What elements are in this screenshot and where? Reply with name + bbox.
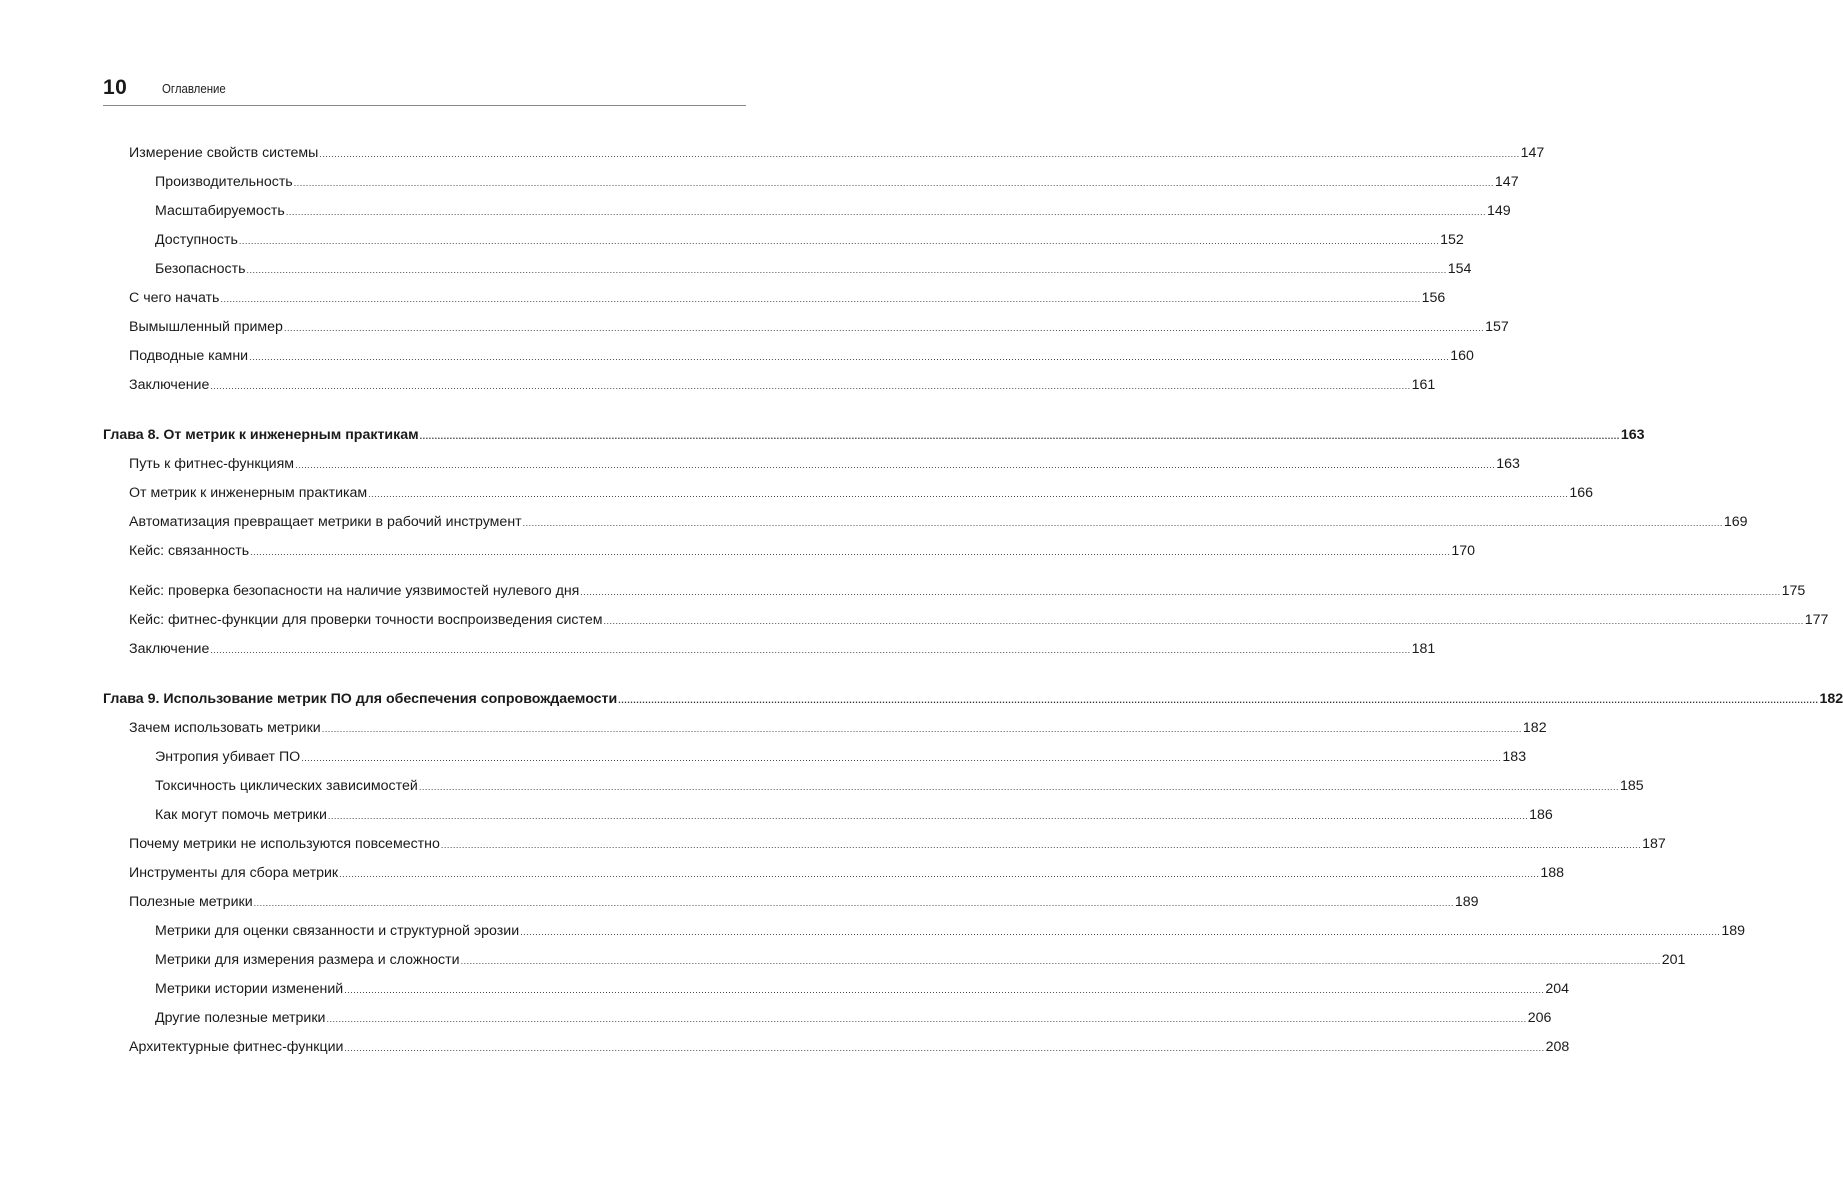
toc-entry[interactable]: [103, 371, 1436, 400]
toc-entry[interactable]: [103, 139, 1545, 168]
toc-entry-page: 204: [1545, 981, 1570, 997]
toc-entry[interactable]: [103, 479, 1594, 508]
toc-entry[interactable]: [103, 577, 1806, 606]
toc-entry-title: Вымышленный пример: [129, 319, 283, 335]
toc-entry-page: 188: [1540, 865, 1564, 881]
toc-chapter-entry[interactable]: [103, 421, 1645, 450]
toc-entry-title: С чего начать: [129, 290, 220, 306]
dot-leader: ................................................................................................................................................................................................................................................................................................................................................................................................................: [580, 587, 1781, 597]
toc-chapter-page: 163: [1620, 427, 1645, 443]
toc-entry-title: Метрики истории изменений: [155, 981, 344, 997]
toc-entry-title: Зачем использовать метрики: [129, 720, 321, 736]
toc-entry-title: Архитектурные фитнес-функции: [129, 1039, 344, 1055]
dot-leader: ................................................................................................................................................................................................................................................................................................................................................................................................................: [368, 489, 1569, 499]
toc-entry-title: Производительность: [155, 174, 293, 190]
toc-entry-page: 182: [1522, 720, 1547, 736]
toc-entry[interactable]: [103, 801, 1553, 830]
toc-entry[interactable]: [103, 830, 1666, 859]
dot-leader: ................................................................................................................................................................................................................................................................................................................................................................................................................: [440, 840, 1642, 850]
toc-entry-title: Как могут помочь метрики: [155, 807, 327, 823]
dot-leader: ................................................................................................................................................................................................................................................................................................................................................................................................................: [293, 178, 1494, 188]
toc-entry-title: Доступность: [155, 232, 238, 248]
toc-entry-page: 156: [1421, 290, 1446, 306]
toc-entry-page: 152: [1440, 232, 1464, 248]
toc-entry-title: Кейс: связанность: [129, 543, 250, 559]
toc-entry-title: Путь к фитнес-функциям: [129, 456, 295, 472]
toc-entry-title: Метрики для измерения размера и сложности: [155, 952, 460, 968]
toc-entry-page: 157: [1485, 319, 1509, 335]
dot-leader: ................................................................................................................................................................................................................................................................................................................................................................................................................: [238, 236, 1440, 246]
dot-leader: ................................................................................................................................................................................................................................................................................................................................................................................................................: [220, 294, 1421, 304]
toc-entry[interactable]: [103, 226, 1464, 255]
toc-entry-page: 160: [1450, 348, 1474, 364]
toc-entry-page: 181: [1411, 641, 1436, 657]
dot-leader: ................................................................................................................................................................................................................................................................................................................................................................................................................: [520, 927, 1721, 937]
dot-leader: ................................................................................................................................................................................................................................................................................................................................................................................................................: [419, 431, 1620, 441]
toc-entry-page: 147: [1520, 145, 1545, 161]
dot-leader: ................................................................................................................................................................................................................................................................................................................................................................................................................: [418, 782, 1620, 792]
toc-entry-title: Кейс: фитнес-функции для проверки точности воспроизведения систем: [129, 612, 603, 628]
toc-entry-title: Измерение свойств системы: [129, 145, 319, 161]
dot-leader: ................................................................................................................................................................................................................................................................................................................................................................................................................: [603, 616, 1804, 626]
toc-entry-page: 147: [1494, 174, 1519, 190]
page-header: [103, 74, 746, 106]
dot-leader: ................................................................................................................................................................................................................................................................................................................................................................................................................: [210, 645, 1411, 655]
toc-entry-page: 201: [1661, 952, 1686, 968]
toc-entry-page: 206: [1527, 1010, 1552, 1026]
toc-entry[interactable]: [103, 168, 1519, 197]
dot-leader: ................................................................................................................................................................................................................................................................................................................................................................................................................: [344, 985, 1545, 995]
toc-entry-title: Кейс: проверка безопасности на наличие уязвимостей нулевого дня: [129, 583, 580, 599]
toc-entry[interactable]: [103, 508, 1748, 537]
toc-entry-page: 189: [1454, 894, 1479, 910]
dot-leader: ................................................................................................................................................................................................................................................................................................................................................................................................................: [253, 898, 1454, 908]
toc-entry-title: Заключение: [129, 377, 210, 393]
toc-entry-page: 208: [1545, 1039, 1570, 1055]
toc-entry[interactable]: [103, 975, 1570, 1004]
toc-entry-title: Полезные метрики: [129, 894, 253, 910]
toc-entry-title: Масштабируемость: [155, 203, 285, 219]
toc-entry[interactable]: [103, 313, 1509, 342]
dot-leader: ................................................................................................................................................................................................................................................................................................................................................................................................................: [283, 323, 1485, 333]
toc-entry[interactable]: [103, 284, 1446, 313]
toc-entry[interactable]: [103, 859, 1564, 888]
running-title: Оглавление: [162, 81, 226, 96]
dot-leader: ................................................................................................................................................................................................................................................................................................................................................................................................................: [249, 352, 1450, 362]
toc-entry-title: От метрик к инженерным практикам: [129, 485, 368, 501]
dot-leader: ................................................................................................................................................................................................................................................................................................................................................................................................................: [326, 1014, 1527, 1024]
dot-leader: ................................................................................................................................................................................................................................................................................................................................................................................................................: [460, 956, 1661, 966]
toc-entry-title: Токсичность циклических зависимостей: [155, 778, 418, 794]
toc-entry-title: Автоматизация превращает метрики в рабочий инструмент: [129, 514, 522, 530]
toc-entry[interactable]: [103, 342, 1474, 371]
dot-leader: ................................................................................................................................................................................................................................................................................................................................................................................................................: [285, 207, 1487, 217]
table-of-contents: [103, 139, 1843, 1062]
toc-entry[interactable]: [103, 917, 1746, 946]
dot-leader: ................................................................................................................................................................................................................................................................................................................................................................................................................: [210, 381, 1411, 391]
toc-entry-title: Почему метрики не используются повсеместно: [129, 836, 440, 852]
toc-entry-page: 149: [1487, 203, 1511, 219]
toc-entry[interactable]: [103, 255, 1472, 284]
toc-chapter-page: 182: [1819, 691, 1843, 707]
toc-entry-page: 186: [1529, 807, 1553, 823]
dot-leader: ................................................................................................................................................................................................................................................................................................................................................................................................................: [339, 869, 1540, 879]
toc-entry-page: 169: [1723, 514, 1748, 530]
toc-entry[interactable]: [103, 606, 1829, 635]
toc-entry-page: 185: [1620, 778, 1644, 794]
toc-entry-page: 175: [1781, 583, 1806, 599]
dot-leader: ................................................................................................................................................................................................................................................................................................................................................................................................................: [344, 1043, 1545, 1053]
dot-leader: ................................................................................................................................................................................................................................................................................................................................................................................................................: [618, 695, 1819, 705]
toc-entry-page: 170: [1451, 543, 1476, 559]
dot-leader: ................................................................................................................................................................................................................................................................................................................................................................................................................: [321, 724, 1522, 734]
toc-entry-title: Заключение: [129, 641, 210, 657]
dot-leader: ................................................................................................................................................................................................................................................................................................................................................................................................................: [319, 149, 1520, 159]
toc-entry-page: 183: [1502, 749, 1527, 765]
toc-entry[interactable]: [103, 537, 1476, 566]
toc-entry[interactable]: [103, 946, 1686, 975]
toc-entry-page: 161: [1411, 377, 1436, 393]
toc-entry-title: Метрики для оценки связанности и структурной эрозии: [155, 923, 520, 939]
toc-entry[interactable]: [103, 635, 1436, 664]
toc-entry-page: 154: [1447, 261, 1472, 277]
toc-entry[interactable]: [103, 450, 1520, 479]
toc-entry[interactable]: [103, 888, 1479, 917]
toc-entry[interactable]: [103, 197, 1511, 226]
toc-entry-title: Инструменты для сбора метрик: [129, 865, 339, 881]
toc-chapter-entry[interactable]: [103, 685, 1843, 714]
toc-entry-page: 187: [1642, 836, 1666, 852]
dot-leader: ................................................................................................................................................................................................................................................................................................................................................................................................................: [295, 460, 1496, 470]
toc-entry-title: Подводные камни: [129, 348, 249, 364]
toc-entry[interactable]: [103, 772, 1644, 801]
dot-leader: ................................................................................................................................................................................................................................................................................................................................................................................................................: [301, 753, 1502, 763]
toc-entry[interactable]: [103, 1033, 1570, 1062]
dot-leader: ................................................................................................................................................................................................................................................................................................................................................................................................................: [246, 265, 1447, 275]
toc-entry[interactable]: [103, 743, 1527, 772]
dot-leader: ................................................................................................................................................................................................................................................................................................................................................................................................................: [250, 547, 1451, 557]
toc-entry-title: Энтропия убивает ПО: [155, 749, 301, 765]
page-number: 10: [103, 76, 128, 99]
toc-entry-page: 163: [1496, 456, 1520, 472]
dot-leader: ................................................................................................................................................................................................................................................................................................................................................................................................................: [327, 811, 1529, 821]
toc-chapter-title: Глава 8. От метрик к инженерным практикам: [103, 427, 419, 443]
toc-chapter-title: Глава 9. Использование метрик ПО для обеспечения сопровождаемости: [103, 691, 618, 707]
toc-entry[interactable]: [103, 1004, 1552, 1033]
dot-leader: ................................................................................................................................................................................................................................................................................................................................................................................................................: [522, 518, 1723, 528]
toc-entry-page: 177: [1804, 612, 1829, 628]
toc-entry-title: Безопасность: [155, 261, 246, 277]
toc-entry[interactable]: [103, 714, 1547, 743]
toc-entry-title: Другие полезные метрики: [155, 1010, 326, 1026]
toc-entry-page: 189: [1721, 923, 1746, 939]
toc-entry-page: 166: [1569, 485, 1594, 501]
